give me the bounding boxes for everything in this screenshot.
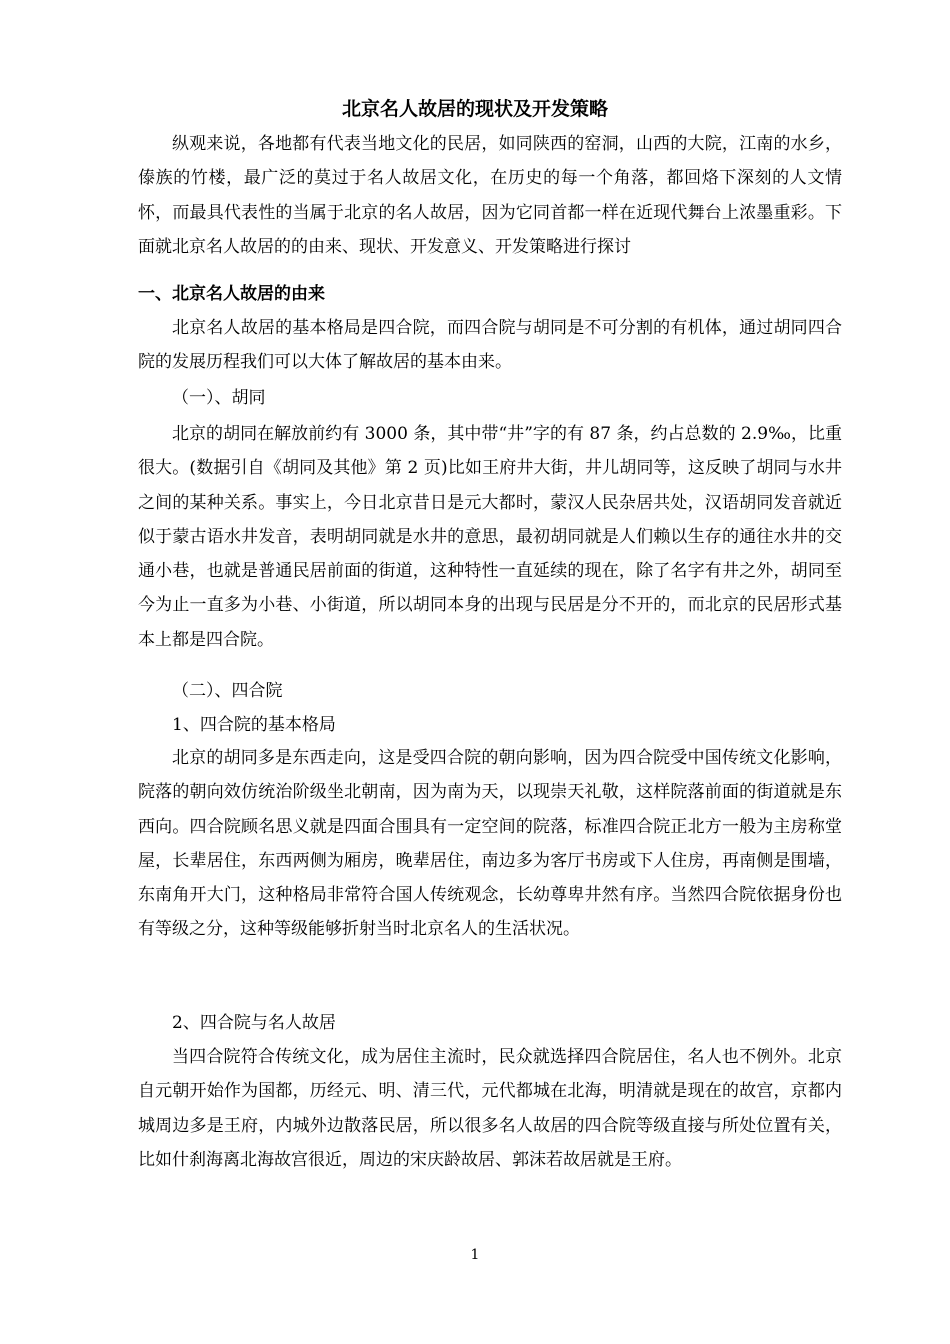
section1-heading: 一、北京名人故居的由来 [138,284,325,304]
sub2-heading: （二）、四合院 [172,681,283,701]
section1-intro-paragraph: 北京名人故居的基本格局是四合院，而四合院与胡同是不可分割的有机体，通过胡同四合院的发展历程我们可以大体了解故居的基本由来。 [138,318,842,373]
document-title: 北京名人故居的现状及开发策略 [341,98,608,120]
sub2-item1-paragraph: 北京的胡同多是东西走向，这是受四合院的朝向影响，因为四合院受中国传统文化影响，院落的朝向效仿统治阶级坐北朝南，因为南为天，以现崇天礼敬，这样院落前面的街道就是东西向。四合院顾名思义就是四面合围具有一定空间的院落，标准四合院正北方一般为主房称堂屋，长辈居住，东西两侧为厢房，晚辈居住，南边多为客厅书房或下人住房，再南侧是围墙，东南角开大门，这种格局非常符合国人传统观念，长幼尊卑井然有序。当然四合院依据身份也有等级之分，这种等级能够折射当时北京名人的生活状况。 [138,748,842,940]
intro-paragraph: 纵观来说，各地都有代表当地文化的民居，如同陕西的窑洞，山西的大院，江南的水乡，傣族的竹楼，最广泛的莫过于名人故居文化，在历史的每一个角落，都回烙下深刻的人文情怀，而最具代表性的当属于北京的名人故居，因为它同首都一样在近现代舞台上浓墨重彩。下面就北京名人故居的的由来、现状、开发意义、开发策略进行探讨 [138,134,842,257]
sub1-heading: （一）、胡同 [172,388,266,408]
page-number: 1 [470,1247,480,1263]
sub1-paragraph: 北京的胡同在解放前约有 3000 条，其中带“井”字的有 87 条，约占总数的 2.9‰，比重很大。(数据引自《胡同及其他》第 2 页)比如王府井大街，井儿胡同等，这反映了胡同与水井之间的某种关系。事实上，今日北京昔日是元大都时，蒙汉人民杂居共处，汉语胡同发音就近似于蒙古语水井发音，表明胡同就是水井的意思，最初胡同就是人们赖以生存的通往水井的交通小巷，也就是普通民居前面的街道，这种特性一直延续的现在，除了名字有井之外，胡同至今为止一直多为小巷、小街道，所以胡同本身的出现与民居是分不开的，而北京的民居形式基本上都是四合院。 [138,424,842,650]
sub2-item1-heading: 1、四合院的基本格局 [172,715,336,735]
sub2-item2-heading: 2、四合院与名人故居 [172,1013,336,1033]
sub2-item2-paragraph: 当四合院符合传统文化，成为居住主流时，民众就选择四合院居住，名人也不例外。北京自元朝开始作为国都，历经元、明、清三代，元代都城在北海，明清就是现在的故宫，京都内城周边多是王府，内城外边散落民居，所以很多名人故居的四合院等级直接与所处位置有关，比如什刹海离北海故宫很近，周边的宋庆龄故居、郭沫若故居就是王府。 [138,1047,842,1170]
